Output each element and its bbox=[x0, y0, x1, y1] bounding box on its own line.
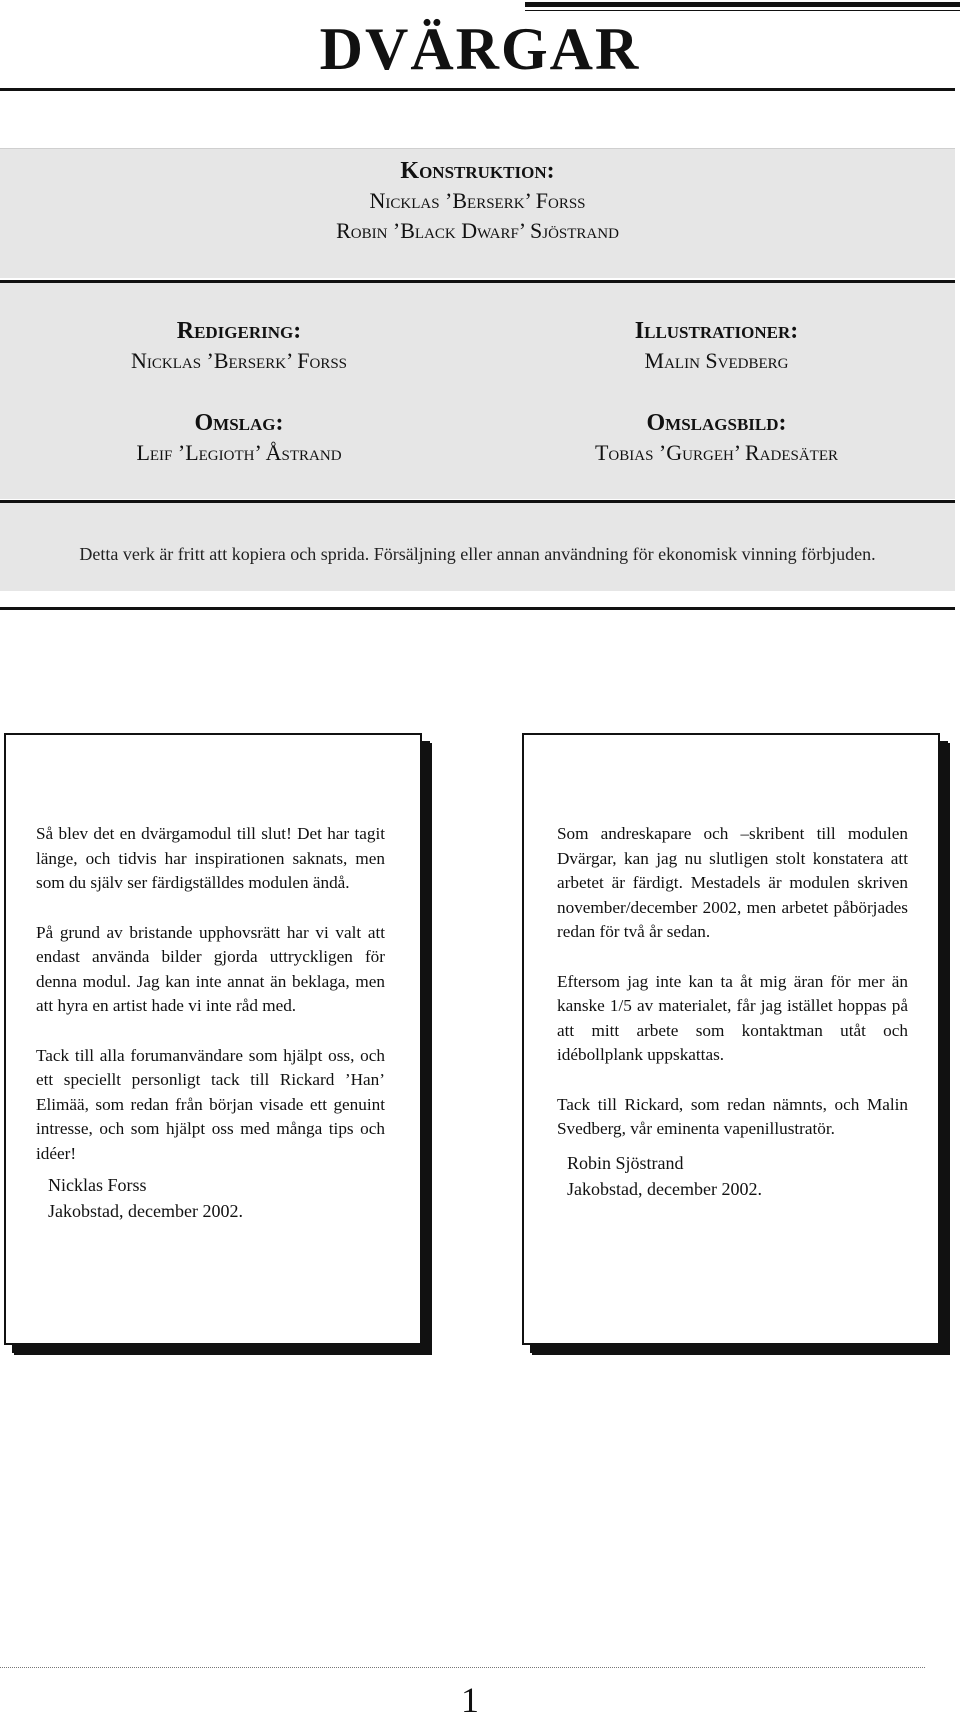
illustrations-credit bbox=[478, 316, 955, 376]
credits-box bbox=[0, 280, 955, 499]
cover-name: Leif ’Legioth’ Åstrand bbox=[136, 440, 342, 465]
notice-box bbox=[0, 500, 955, 591]
construction-box bbox=[0, 148, 955, 278]
editing-credit bbox=[0, 316, 478, 376]
left-signature-name: Nicklas Forss bbox=[48, 1175, 147, 1195]
cover-image-credit bbox=[478, 408, 955, 468]
right-paragraph: Eftersom jag inte kan ta åt mig äran för mer än kanske 1/5 av materialet, får jag istället hoppas på att mitt arbete som kontaktman utåt och idébollplank uppskattas. bbox=[557, 971, 908, 1064]
left-paragraph: Tack till alla forumanvändare som hjälpt oss, och ett speciellt personligt tack till Rickard ’Han’ Elimää, som redan från början visade ett genuint intresse, och som hjälpt oss med många tips och idéer! bbox=[36, 1045, 385, 1163]
foreword-panel-right bbox=[522, 733, 940, 1345]
top-thin-rule bbox=[525, 10, 960, 11]
cover-image-heading: Omslagsbild: bbox=[646, 410, 787, 436]
construction-name-1: Nicklas ’Berserk’ Forss bbox=[369, 188, 586, 213]
right-signature-place: Jakobstad, december 2002. bbox=[567, 1178, 762, 1199]
foreword-panel-left bbox=[4, 733, 422, 1345]
top-double-rule bbox=[525, 2, 960, 7]
document-title: DVÄRGAR bbox=[319, 16, 641, 82]
left-paragraph: Så blev det en dvärgamodul till slut! Det har tagit länge, och tidvis har inspirationen saknats, men som du själv ser färdigställdes modulen ändå. bbox=[36, 824, 385, 892]
illustrations-heading: Illustrationer: bbox=[634, 318, 799, 344]
left-signature-place: Jakobstad, december 2002. bbox=[48, 1201, 243, 1221]
section-rule bbox=[0, 607, 955, 610]
left-paragraph: På grund av bristande upphovsrätt har vi valt att endast använda bilder gjorda uttryckligen för denna modul. Jag kan inte annat än beklaga, men att hyra en artist hade vi inte råd med. bbox=[36, 922, 385, 1015]
footer-rule bbox=[0, 1667, 925, 1668]
right-paragraph: Tack till Rickard, som redan nämnts, och Malin Svedberg, vår eminenta vapenillustratör. bbox=[557, 1094, 908, 1138]
cover-image-name: Tobias ’Gurgeh’ Radesäter bbox=[594, 440, 839, 465]
construction-heading: Konstruktion: bbox=[400, 158, 555, 184]
editing-heading: Redigering: bbox=[176, 318, 302, 344]
construction-name-2: Robin ’Black Dwarf’ Sjöstrand bbox=[336, 218, 619, 243]
right-signature-name: Robin Sjöstrand bbox=[567, 1152, 684, 1173]
page-number: 1 bbox=[461, 1680, 479, 1720]
right-paragraph: Som andreskapare och –skribent till modulen Dvärgar, kan jag nu slutligen stolt konstatera att arbetet är färdigt. Mestadels är modulen skriven november/december 2002, men arbetet påbörjades redan för två år sedan. bbox=[557, 824, 908, 941]
illustrations-name: Malin Svedberg bbox=[644, 348, 789, 373]
cover-credit bbox=[0, 408, 478, 468]
cover-heading: Omslag: bbox=[194, 410, 284, 436]
title-rule bbox=[0, 88, 955, 91]
copyright-notice: Detta verk är fritt att kopiera och sprida. Försäljning eller annan användning för ekonomisk vinning förbjuden. bbox=[79, 544, 876, 564]
editing-name: Nicklas ’Berserk’ Forss bbox=[130, 348, 348, 373]
